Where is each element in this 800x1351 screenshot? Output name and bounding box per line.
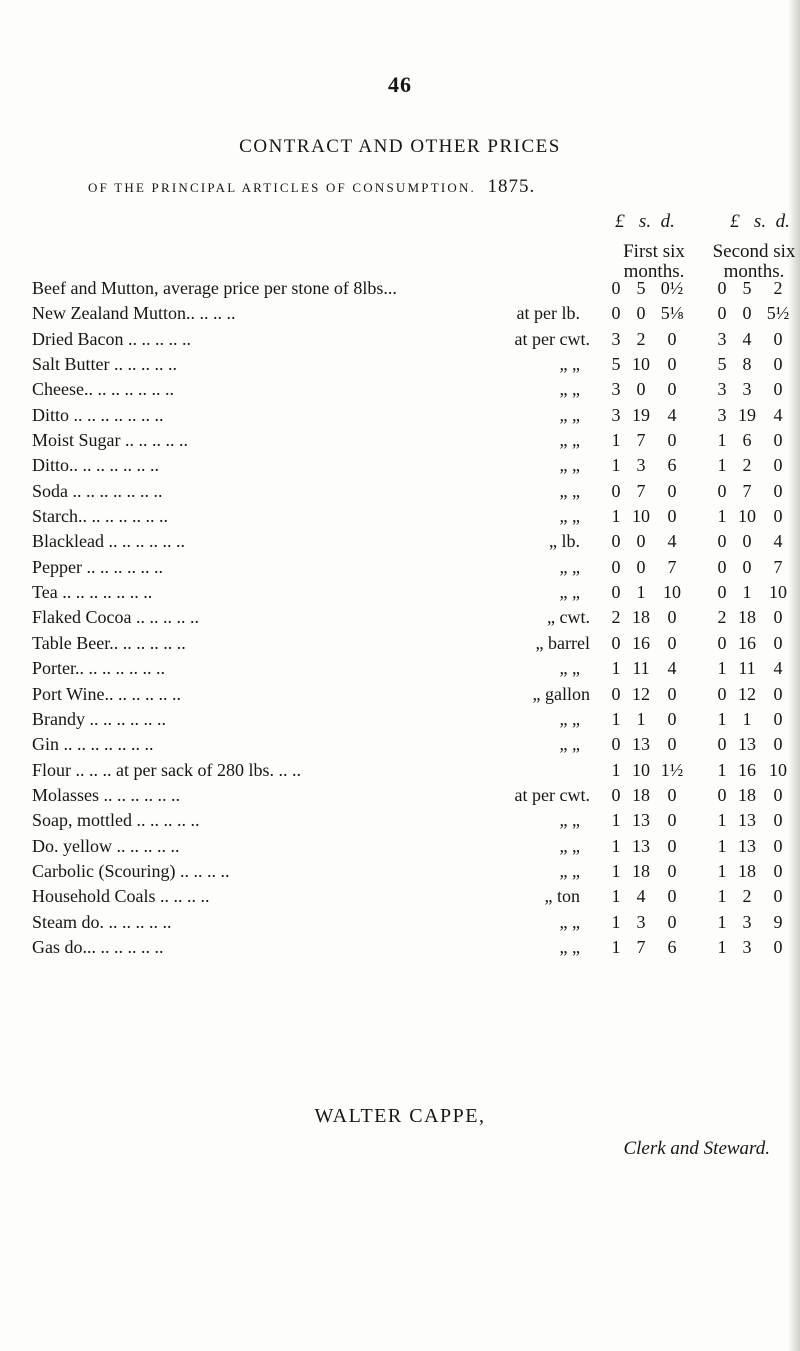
first-half-shillings: 4 xyxy=(636,886,646,907)
second-half-pence: 0 xyxy=(773,328,783,349)
second-period-line1: Second six xyxy=(712,241,796,262)
item-name: Soap, mottled .. .. .. .. .. xyxy=(32,810,200,831)
second-half-pounds: 1 xyxy=(717,430,727,451)
second-half-pence: 0 xyxy=(773,683,783,704)
table-row xyxy=(0,329,800,354)
second-half-pence: 5½ xyxy=(766,303,790,324)
second-half-pounds: 0 xyxy=(717,582,727,603)
table-row xyxy=(0,455,800,480)
first-half-shillings: 16 xyxy=(632,632,650,653)
second-half-shillings: 0 xyxy=(742,531,752,552)
second-half-pounds: 1 xyxy=(717,455,727,476)
second-half-pounds: 1 xyxy=(717,835,727,856)
unit: at per lb. xyxy=(516,303,580,324)
first-half-pounds: 0 xyxy=(611,303,621,324)
page-number: 46 xyxy=(388,72,412,97)
unit: „ „ xyxy=(559,404,580,425)
second-half-pounds: 5 xyxy=(717,354,727,375)
first-half-pounds: 0 xyxy=(611,556,621,577)
item-name: Flaked Cocoa .. .. .. .. .. xyxy=(32,607,199,628)
second-half-shillings: 0 xyxy=(742,303,752,324)
second-half-pounds: 1 xyxy=(717,936,727,957)
item-name: Carbolic (Scouring) .. .. .. .. xyxy=(32,860,230,881)
first-half-pounds: 0 xyxy=(611,278,621,298)
unit: „ „ xyxy=(559,860,580,881)
second-half-pence: 0 xyxy=(773,784,783,805)
table-row xyxy=(0,506,800,531)
unit: „ „ xyxy=(559,506,580,527)
second-half-pence: 0 xyxy=(773,810,783,831)
second-half-pounds: 2 xyxy=(717,607,727,628)
second-half-shillings: 10 xyxy=(738,506,756,527)
second-half-pounds: 1 xyxy=(717,506,727,527)
unit: „ barrel xyxy=(535,632,590,653)
first-half-shillings: 0 xyxy=(636,303,646,324)
currency-header-first xyxy=(610,211,680,233)
table-row xyxy=(0,303,800,328)
item-name: Moist Sugar .. .. .. .. .. xyxy=(32,430,189,451)
first-half-pounds: 5 xyxy=(611,354,621,375)
unit: „ „ xyxy=(559,582,580,603)
first-half-shillings: 0 xyxy=(636,556,646,577)
first-half-shillings: 1 xyxy=(636,708,646,729)
item-name: Molasses .. .. .. .. .. .. xyxy=(32,784,180,805)
table-row xyxy=(0,760,800,785)
second-half-pence: 0 xyxy=(773,455,783,476)
first-half-pence: 0 xyxy=(667,734,677,755)
item-name: Dried Bacon .. .. .. .. .. xyxy=(32,328,191,349)
second-half-shillings: 3 xyxy=(742,936,752,957)
first-half-pence: 0 xyxy=(667,784,677,805)
first-half-shillings: 7 xyxy=(636,936,646,957)
table-row xyxy=(0,937,800,962)
second-half-shillings: 7 xyxy=(742,480,752,501)
second-half-shillings: 13 xyxy=(738,734,756,755)
first-half-shillings: 18 xyxy=(632,784,650,805)
table-row xyxy=(0,633,800,658)
second-half-pounds: 0 xyxy=(717,556,727,577)
unit: „ „ xyxy=(559,835,580,856)
unit: „ lb. xyxy=(549,531,580,552)
first-half-pence: 0 xyxy=(667,632,677,653)
second-half-shillings: 2 xyxy=(742,886,752,907)
first-half-pounds: 0 xyxy=(611,582,621,603)
first-half-pence: 0 xyxy=(667,810,677,831)
first-half-shillings: 13 xyxy=(632,835,650,856)
shilling-symbol: s. xyxy=(753,211,767,232)
table-row xyxy=(0,531,800,556)
item-name: Table Beer.. .. .. .. .. .. xyxy=(32,632,186,653)
unit: „ ton xyxy=(544,886,580,907)
item-name: Port Wine.. .. .. .. .. .. xyxy=(32,683,181,704)
table-row xyxy=(0,582,800,607)
first-half-shillings: 2 xyxy=(636,328,646,349)
first-half-pounds: 1 xyxy=(611,860,621,881)
first-half-pounds: 1 xyxy=(611,430,621,451)
unit: „ „ xyxy=(559,734,580,755)
first-half-shillings: 13 xyxy=(632,734,650,755)
second-half-pence: 4 xyxy=(773,531,783,552)
first-half-pounds: 1 xyxy=(611,708,621,729)
second-half-pence: 0 xyxy=(773,379,783,400)
first-half-pence: 6 xyxy=(667,936,677,957)
second-half-pence: 0 xyxy=(773,936,783,957)
second-half-shillings: 3 xyxy=(742,911,752,932)
table-row xyxy=(0,379,800,404)
item-name: Do. yellow .. .. .. .. .. xyxy=(32,835,180,856)
item-name: Flour .. .. .. at per sack of 280 lbs. .. .. xyxy=(32,759,301,780)
second-half-pounds: 3 xyxy=(717,328,727,349)
first-half-pounds: 1 xyxy=(611,835,621,856)
table-row xyxy=(0,734,800,759)
first-half-shillings: 1 xyxy=(636,582,646,603)
first-half-shillings: 3 xyxy=(636,455,646,476)
pound-symbol: £ xyxy=(615,211,625,232)
second-half-shillings: 1 xyxy=(742,582,752,603)
signature-name: WALTER CAPPE, xyxy=(314,1105,486,1127)
first-half-pounds: 3 xyxy=(611,404,621,425)
second-half-pounds: 3 xyxy=(717,404,727,425)
second-half-pence: 0 xyxy=(773,708,783,729)
item-name: Pepper .. .. .. .. .. .. xyxy=(32,556,163,577)
first-half-pounds: 0 xyxy=(611,632,621,653)
currency-header-second xyxy=(720,211,800,233)
second-half-pounds: 0 xyxy=(717,632,727,653)
table-row xyxy=(0,785,800,810)
first-half-shillings: 18 xyxy=(632,860,650,881)
second-half-pounds: 0 xyxy=(717,531,727,552)
unit: „ „ xyxy=(559,480,580,501)
second-half-pounds: 0 xyxy=(717,734,727,755)
second-half-shillings: 3 xyxy=(742,379,752,400)
first-half-pounds: 1 xyxy=(611,506,621,527)
subtitle-text: OF THE PRINCIPAL ARTICLES OF CONSUMPTION. xyxy=(88,180,476,195)
second-half-pounds: 1 xyxy=(717,759,727,780)
second-half-pounds: 1 xyxy=(717,911,727,932)
table-row xyxy=(0,481,800,506)
second-half-shillings: 4 xyxy=(742,328,752,349)
first-half-pounds: 1 xyxy=(611,759,621,780)
second-half-shillings: 16 xyxy=(738,632,756,653)
table-row xyxy=(0,607,800,632)
item-name: Ditto.. .. .. .. .. .. .. xyxy=(32,455,160,476)
first-half-shillings: 18 xyxy=(632,607,650,628)
table-row xyxy=(0,658,800,683)
page-subtitle xyxy=(88,176,535,198)
unit: „ cwt. xyxy=(547,607,590,628)
second-half-shillings: 18 xyxy=(738,784,756,805)
second-half-shillings: 1 xyxy=(742,708,752,729)
first-half-pence: 5⅛ xyxy=(660,303,684,324)
unit: „ „ xyxy=(559,430,580,451)
second-half-shillings: 19 xyxy=(738,404,756,425)
first-half-shillings: 11 xyxy=(632,658,650,679)
second-half-shillings: 2 xyxy=(742,455,752,476)
pence-symbol: d. xyxy=(660,211,675,232)
first-half-shillings: 7 xyxy=(636,480,646,501)
table-row xyxy=(0,836,800,861)
unit: „ „ xyxy=(559,354,580,375)
first-half-shillings: 7 xyxy=(636,430,646,451)
first-half-pounds: 1 xyxy=(611,455,621,476)
table-row xyxy=(0,278,800,303)
first-half-shillings: 10 xyxy=(632,506,650,527)
first-half-pence: 1½ xyxy=(660,759,684,780)
second-half-pence: 7 xyxy=(773,556,783,577)
second-half-shillings: 18 xyxy=(738,860,756,881)
second-half-shillings: 16 xyxy=(738,759,756,780)
second-half-pence: 0 xyxy=(773,860,783,881)
first-half-pounds: 0 xyxy=(611,734,621,755)
first-period-line2: months. xyxy=(623,261,685,282)
second-half-pence: 0 xyxy=(773,607,783,628)
unit: „ gallon xyxy=(532,683,590,704)
table-row xyxy=(0,354,800,379)
first-half-pounds: 0 xyxy=(611,683,621,704)
second-half-pence: 9 xyxy=(773,911,783,932)
second-half-pounds: 0 xyxy=(717,683,727,704)
first-half-pence: 4 xyxy=(667,658,677,679)
first-half-pounds: 3 xyxy=(611,379,621,400)
second-half-pence: 2 xyxy=(773,278,783,298)
second-half-pence: 0 xyxy=(773,354,783,375)
second-half-pence: 4 xyxy=(773,404,783,425)
second-half-pounds: 0 xyxy=(717,303,727,324)
second-half-pence: 0 xyxy=(773,835,783,856)
first-half-pounds: 0 xyxy=(611,531,621,552)
first-half-pence: 0 xyxy=(667,886,677,907)
second-half-pounds: 0 xyxy=(717,278,727,298)
second-half-shillings: 8 xyxy=(742,354,752,375)
first-half-pence: 0 xyxy=(667,835,677,856)
first-half-pounds: 1 xyxy=(611,886,621,907)
first-half-pence: 0 xyxy=(667,430,677,451)
table-row xyxy=(0,684,800,709)
second-half-pence: 0 xyxy=(773,886,783,907)
signature-role: Clerk and Steward. xyxy=(623,1138,770,1159)
second-half-shillings: 11 xyxy=(738,658,756,679)
first-half-pence: 0 xyxy=(667,328,677,349)
year: 1875. xyxy=(487,176,536,197)
second-half-pence: 0 xyxy=(773,506,783,527)
first-period-header xyxy=(600,242,708,282)
first-half-shillings: 13 xyxy=(632,810,650,831)
second-half-shillings: 18 xyxy=(738,607,756,628)
item-name: Blacklead .. .. .. .. .. .. xyxy=(32,531,185,552)
first-half-pence: 10 xyxy=(663,582,681,603)
unit: at per cwt. xyxy=(514,328,590,349)
second-half-shillings: 0 xyxy=(742,556,752,577)
first-half-pence: 0 xyxy=(667,506,677,527)
first-half-shillings: 5 xyxy=(636,278,646,298)
first-half-pounds: 3 xyxy=(611,328,621,349)
first-half-shillings: 3 xyxy=(636,911,646,932)
second-half-pence: 0 xyxy=(773,632,783,653)
second-half-shillings: 6 xyxy=(742,430,752,451)
second-half-pence: 4 xyxy=(773,658,783,679)
item-name: Beef and Mutton, average price per stone of 8lbs... xyxy=(32,278,397,298)
unit: „ „ xyxy=(559,556,580,577)
item-name: Porter.. .. .. .. .. .. .. xyxy=(32,658,165,679)
first-half-pounds: 1 xyxy=(611,810,621,831)
item-name: Tea .. .. .. .. .. .. .. xyxy=(32,582,153,603)
first-half-shillings: 0 xyxy=(636,379,646,400)
page-title: CONTRACT AND OTHER PRICES xyxy=(239,136,561,157)
pence-symbol: d. xyxy=(775,211,790,232)
first-half-pence: 0 xyxy=(667,480,677,501)
unit: „ „ xyxy=(559,810,580,831)
second-half-shillings: 13 xyxy=(738,835,756,856)
unit: „ „ xyxy=(559,658,580,679)
item-name: Soda .. .. .. .. .. .. .. xyxy=(32,480,163,501)
table-row xyxy=(0,861,800,886)
first-half-pence: 0 xyxy=(667,607,677,628)
second-half-pence: 0 xyxy=(773,430,783,451)
first-half-pence: 0½ xyxy=(660,278,684,298)
first-half-shillings: 0 xyxy=(636,531,646,552)
table-row xyxy=(0,430,800,455)
second-half-shillings: 12 xyxy=(738,683,756,704)
table-row xyxy=(0,912,800,937)
item-name: Gas do... .. .. .. .. .. xyxy=(32,936,164,957)
unit: „ „ xyxy=(559,379,580,400)
first-half-shillings: 12 xyxy=(632,683,650,704)
table-row xyxy=(0,709,800,734)
item-name: Starch.. .. .. .. .. .. .. xyxy=(32,506,168,527)
item-name: Cheese.. .. .. .. .. .. .. xyxy=(32,379,174,400)
second-half-pounds: 1 xyxy=(717,658,727,679)
second-half-pounds: 0 xyxy=(717,784,727,805)
unit: at per cwt. xyxy=(514,784,590,805)
item-name: New Zealand Mutton.. .. .. .. xyxy=(32,303,236,324)
second-period-header xyxy=(700,242,800,282)
second-period-line2: months. xyxy=(723,261,785,282)
first-half-pence: 7 xyxy=(667,556,677,577)
first-half-pence: 4 xyxy=(667,531,677,552)
first-half-shillings: 10 xyxy=(632,354,650,375)
pound-symbol: £ xyxy=(730,211,740,232)
item-name: Ditto .. .. .. .. .. .. .. xyxy=(32,404,164,425)
item-name: Brandy .. .. .. .. .. .. xyxy=(32,708,166,729)
second-half-pence: 10 xyxy=(769,582,787,603)
second-half-shillings: 5 xyxy=(742,278,752,298)
first-half-pence: 0 xyxy=(667,683,677,704)
second-half-pounds: 1 xyxy=(717,708,727,729)
first-half-pence: 0 xyxy=(667,354,677,375)
first-half-pence: 0 xyxy=(667,379,677,400)
first-half-pence: 6 xyxy=(667,455,677,476)
table-row xyxy=(0,557,800,582)
unit: „ „ xyxy=(559,455,580,476)
second-half-pounds: 0 xyxy=(717,480,727,501)
first-half-shillings: 10 xyxy=(632,759,650,780)
item-name: Steam do. .. .. .. .. .. xyxy=(32,911,172,932)
item-name: Household Coals .. .. .. .. xyxy=(32,886,210,907)
first-half-pounds: 1 xyxy=(611,658,621,679)
second-half-pounds: 1 xyxy=(717,860,727,881)
unit: „ „ xyxy=(559,911,580,932)
second-half-pence: 10 xyxy=(769,759,787,780)
second-half-pounds: 1 xyxy=(717,810,727,831)
first-period-line1: First six xyxy=(623,241,685,262)
first-half-pence: 0 xyxy=(667,860,677,881)
second-half-shillings: 13 xyxy=(738,810,756,831)
table-row xyxy=(0,886,800,911)
table-row xyxy=(0,405,800,430)
first-half-pence: 0 xyxy=(667,708,677,729)
first-half-pounds: 0 xyxy=(611,784,621,805)
unit: „ „ xyxy=(559,708,580,729)
first-half-pounds: 0 xyxy=(611,480,621,501)
item-name: Gin .. .. .. .. .. .. .. xyxy=(32,734,154,755)
first-half-shillings: 19 xyxy=(632,404,650,425)
shilling-symbol: s. xyxy=(638,211,652,232)
second-half-pence: 0 xyxy=(773,480,783,501)
first-half-pounds: 2 xyxy=(611,607,621,628)
item-name: Salt Butter .. .. .. .. .. xyxy=(32,354,177,375)
first-half-pounds: 1 xyxy=(611,936,621,957)
price-table xyxy=(0,278,800,962)
second-half-pounds: 1 xyxy=(717,886,727,907)
table-row xyxy=(0,810,800,835)
unit: „ „ xyxy=(559,936,580,957)
first-half-pence: 0 xyxy=(667,911,677,932)
second-half-pounds: 3 xyxy=(717,379,727,400)
second-half-pence: 0 xyxy=(773,734,783,755)
first-half-pounds: 1 xyxy=(611,911,621,932)
first-half-pence: 4 xyxy=(667,404,677,425)
